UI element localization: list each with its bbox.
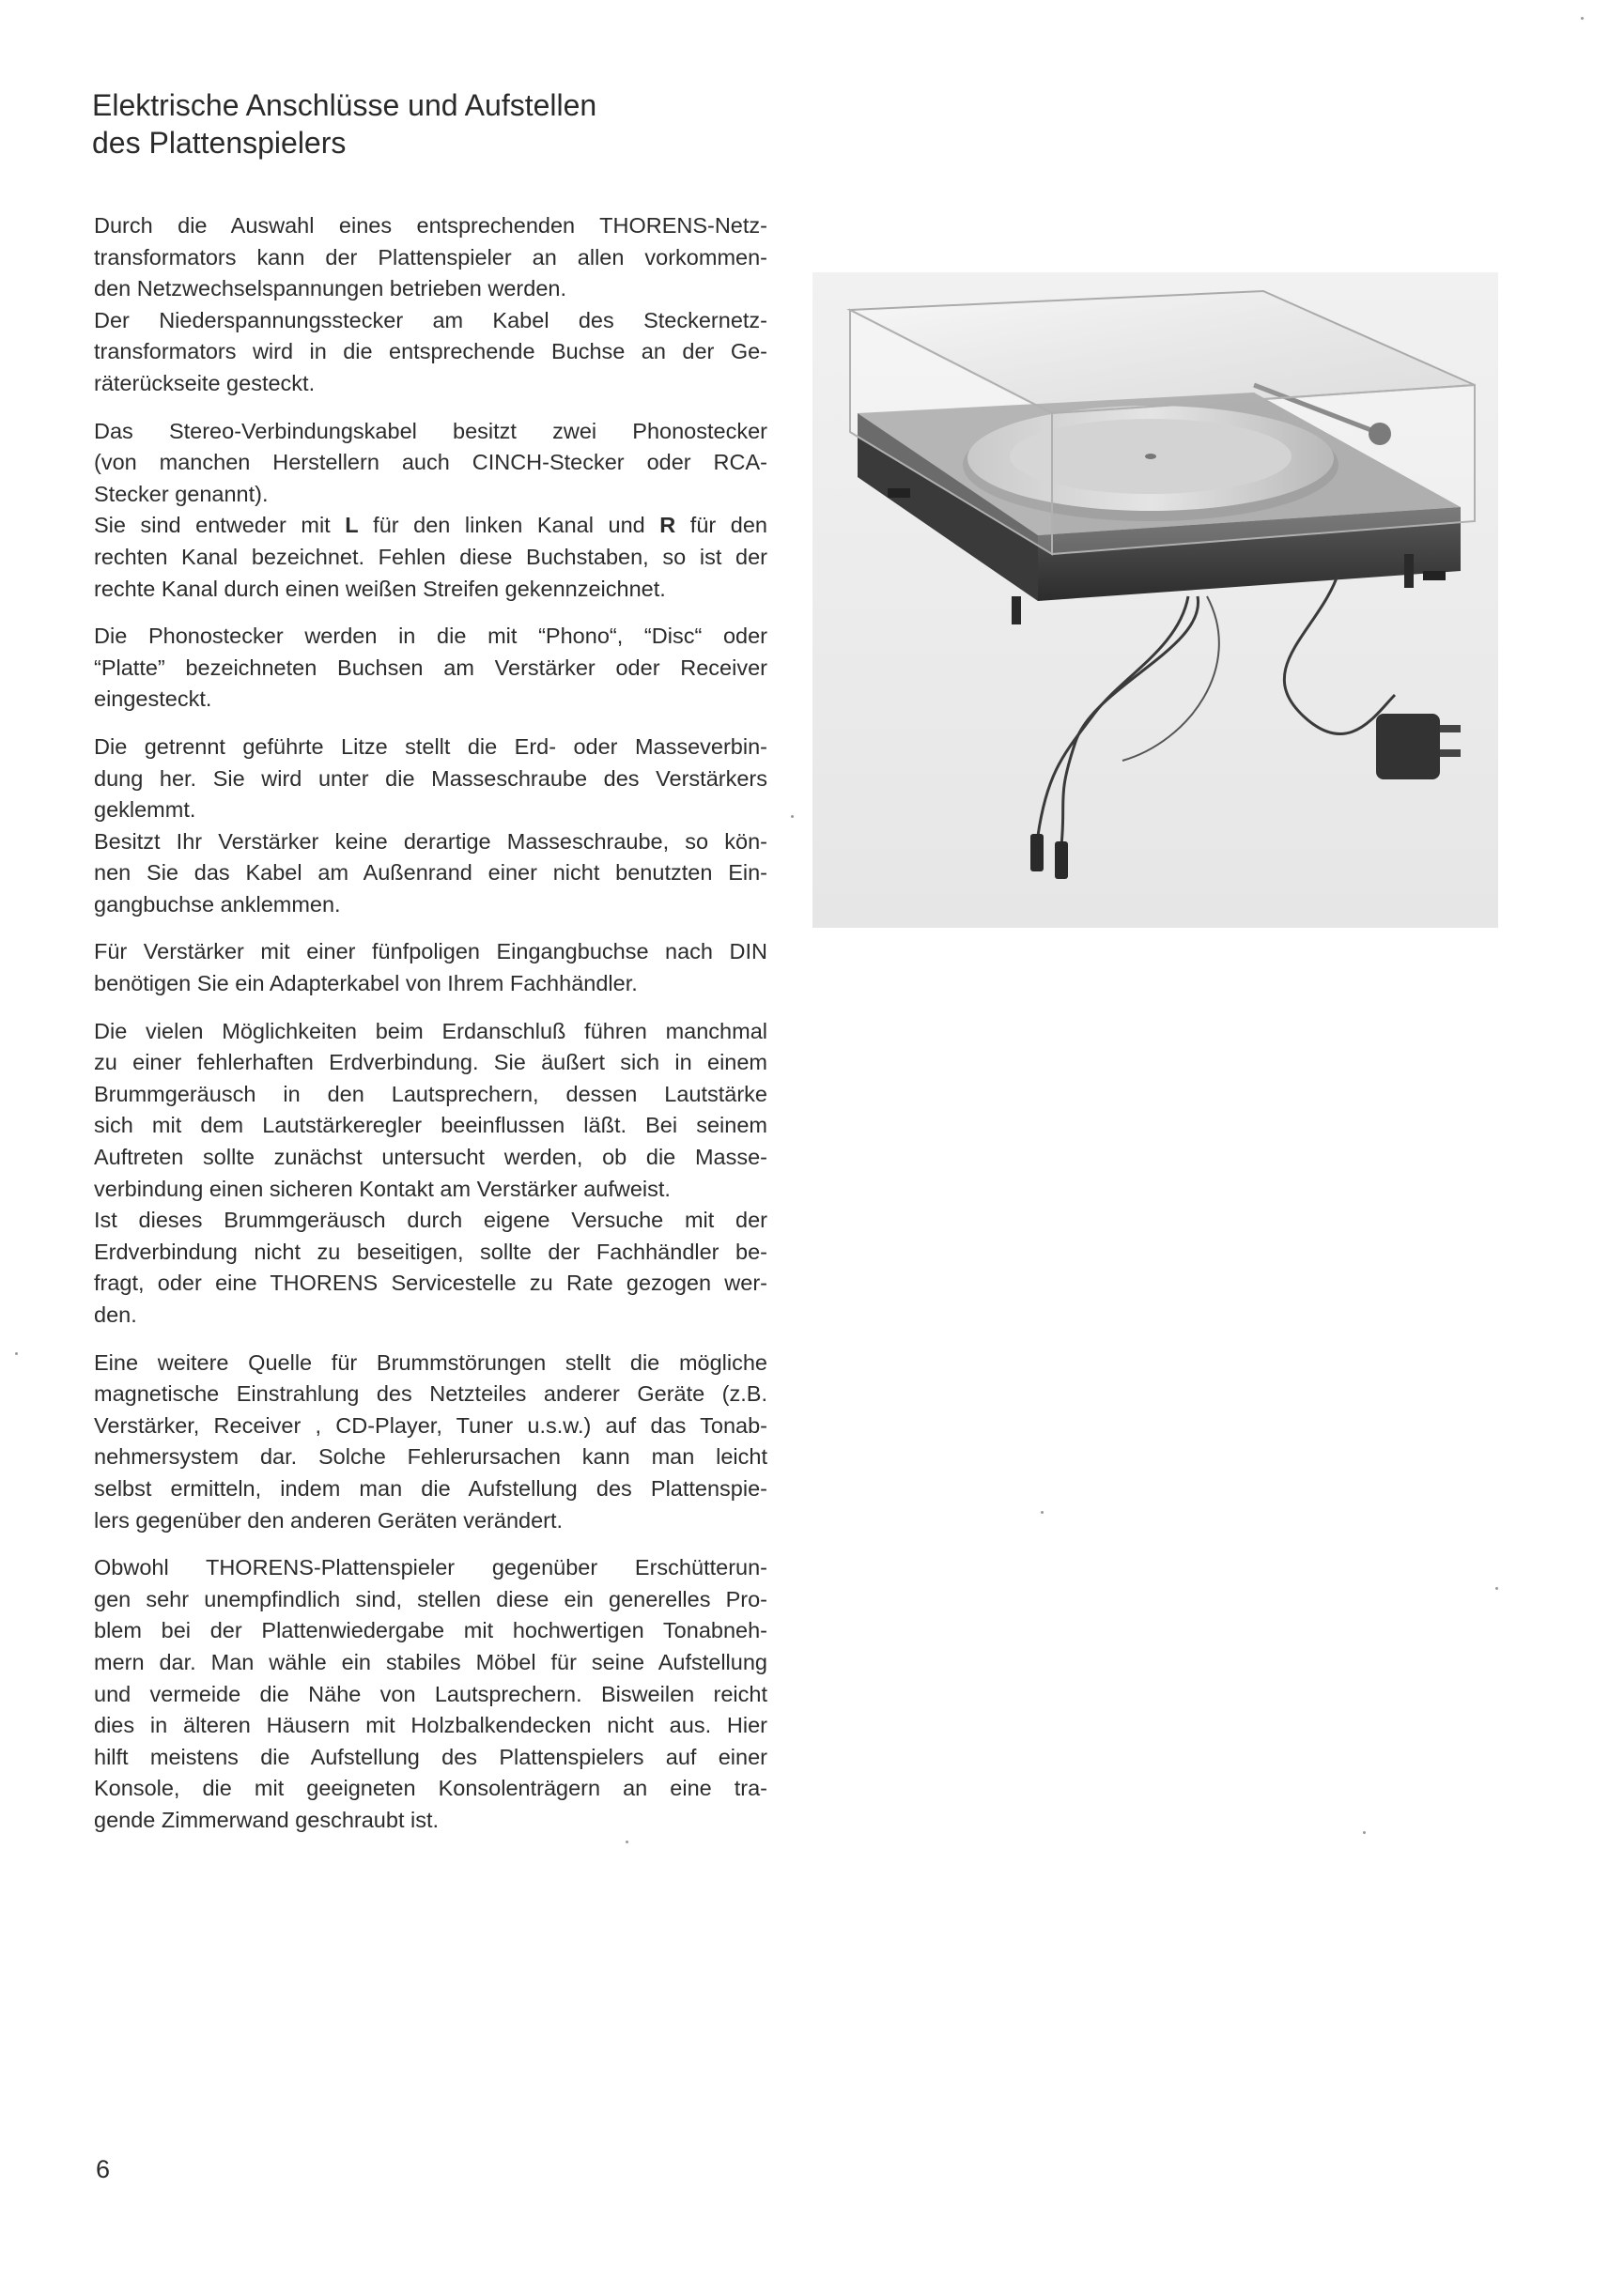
text-line: Verstärker, Receiver , CD-Player, Tuner u.s.w.) auf das Tonab- (94, 1412, 767, 1438)
scan-speck (1495, 1587, 1498, 1590)
text-line: eingesteckt. (94, 686, 212, 712)
text-line: Der Niederspannungsstecker am Kabel des Steckernetz- (94, 307, 767, 332)
scan-speck (1041, 1511, 1044, 1514)
channel-right-marker: R (659, 513, 676, 538)
text-line: selbst ermitteln, indem man die Aufstellung des Plattenspie- (94, 1475, 767, 1501)
text-line: Erdverbindung nicht zu beseitigen, sollte der Fachhändler be- (94, 1239, 767, 1264)
text-line: Die getrennt geführte Litze stellt die Erd- oder Masseverbin- (94, 733, 767, 759)
paragraph-phono-plugs (94, 621, 767, 716)
text-line: magnetische Einstrahlung des Netzteiles anderer Geräte (z.B. (94, 1381, 767, 1407)
turntable-illustration (812, 272, 1498, 928)
rca-plug-right-icon (1055, 841, 1068, 879)
paragraph-vibration (94, 1552, 767, 1836)
text-line: gangbuchse anklemmen. (94, 891, 341, 917)
text-line: dung her. Sie wird unter die Masseschraube des Verstärkers (94, 765, 767, 791)
text-line: und vermeide die Nähe von Lautsprechern. Bisweilen reicht (94, 1681, 767, 1706)
text-line: benötigen Sie ein Adapterkabel von Ihrem Fachhändler. (94, 971, 638, 996)
text-line: den Netzwechselspannungen betrieben werden. (94, 276, 566, 301)
text-line: Die vielen Möglichkeiten beim Erdanschluß führen manchmal (94, 1018, 767, 1043)
text-line: Ist dieses Brummgeräusch durch eigene Versuche mit der (94, 1208, 767, 1233)
rca-plug-left-icon (1030, 834, 1044, 871)
adapter-prong-top (1440, 725, 1461, 732)
text-line: Das Stereo-Verbindungskabel besitzt zwei Phonostecker (94, 418, 767, 443)
paragraph-power-supply (94, 210, 767, 400)
hinge-left-icon (1012, 596, 1021, 624)
scan-speck (791, 815, 794, 818)
text-line: Konsole, die mit geeigneten Konsolenträgern an eine tra- (94, 1776, 767, 1801)
scan-speck (15, 1352, 18, 1355)
text-line: Die Phonostecker werden in die mit “Phono“, “Disc“ oder (94, 624, 767, 649)
foot-right (1423, 571, 1446, 580)
text-line: verbindung einen sicheren Kontakt am Verstärker aufweist. (94, 1176, 671, 1201)
text-line: (von manchen Herstellern auch CINCH-Stecker oder RCA- (94, 450, 767, 475)
paragraph-stereo-cable (94, 416, 767, 606)
text-line: blem bei der Plattenwiedergabe mit hochwertigen Tonabneh- (94, 1618, 767, 1643)
text-line: zu einer fehlerhaften Erdverbindung. Sie äußert sich in einem (94, 1050, 767, 1075)
text-line: lers gegenüber den anderen Geräten verändert. (94, 1507, 564, 1533)
foot-left (888, 488, 910, 498)
text-line: Auftreten sollte zunächst untersucht werden, ob die Masse- (94, 1145, 767, 1170)
text-line: nen Sie das Kabel am Außenrand einer nicht benutzten Ein- (94, 860, 767, 886)
text-line: Stecker genannt). (94, 481, 269, 506)
text-line: Für Verstärker mit einer fünfpoligen Eingangbuchse nach DIN (94, 939, 767, 964)
scan-speck (1363, 1831, 1366, 1834)
body-text (94, 210, 767, 1853)
text-line: räterückseite gesteckt. (94, 370, 316, 395)
scan-speck (1581, 17, 1584, 20)
page-number: 6 (96, 2155, 111, 2183)
text-line: Durch die Auswahl eines entsprechenden THORENS-Netz- (94, 213, 767, 238)
text-line: fragt, oder eine THORENS Servicestelle zu Rate gezogen wer- (94, 1271, 767, 1296)
text-line: sich mit dem Lautstärkeregler beeinflussen läßt. Bei seinem (94, 1113, 767, 1138)
title-line-2: des Plattenspielers (92, 126, 347, 160)
paragraph-magnetic-interference (94, 1348, 767, 1537)
text-line: rechten Kanal bezeichnet. Fehlen diese Buchstaben, so ist der (94, 544, 767, 569)
text-line: hilft meistens die Aufstellung des Plattenspielers auf einer (94, 1744, 767, 1769)
text-line: mern dar. Man wähle ein stabiles Möbel für seine Aufstellung (94, 1649, 767, 1674)
text-line: transformators kann der Plattenspieler an allen vorkommen- (94, 244, 767, 270)
text-line: transformators wird in die entsprechende Buchse an der Ge- (94, 339, 767, 364)
text-line: rechte Kanal durch einen weißen Streifen gekennzeichnet. (94, 576, 666, 601)
text-line: nehmersystem dar. Solche Fehlerursachen kann man leicht (94, 1444, 767, 1470)
channel-left-marker: L (345, 513, 359, 538)
text-line: Besitzt Ihr Verstärker keine derartige Masseschraube, so kön- (94, 828, 767, 854)
hinge-right-icon (1404, 554, 1414, 588)
text-line: geklemmt. (94, 797, 196, 823)
text-line: gende Zimmerwand geschraubt ist. (94, 1807, 440, 1832)
text-line-channels: Sie sind entweder mit L für den linken Kanal und R für den (94, 513, 767, 538)
turntable-photo (812, 272, 1498, 928)
text-line: Obwohl THORENS-Plattenspieler gegenüber Erschütterun- (94, 1555, 767, 1580)
text-line: den. (94, 1302, 137, 1327)
power-adapter-icon (1376, 714, 1440, 779)
paragraph-hum-grounding (94, 1016, 767, 1332)
text-line: Brummgeräusch in den Lautsprechern, dessen Lautstärke (94, 1081, 767, 1106)
paragraph-ground-wire (94, 732, 767, 921)
scan-speck (626, 1841, 628, 1843)
text-line: “Platte” bezeichneten Buchsen am Verstärker oder Receiver (94, 655, 767, 680)
title-line-1: Elektrische Anschlüsse und Aufstellen (92, 88, 597, 122)
text-line: dies in älteren Häusern mit Holzbalkendecken nicht aus. Hier (94, 1713, 767, 1738)
text-line: gen sehr unempfindlich sind, stellen diese ein generelles Pro- (94, 1586, 767, 1611)
paragraph-din-adapter (94, 936, 767, 999)
adapter-prong-bottom (1440, 749, 1461, 757)
page-title (92, 86, 806, 162)
text-line: Eine weitere Quelle für Brummstörungen stellt die mögliche (94, 1349, 767, 1375)
